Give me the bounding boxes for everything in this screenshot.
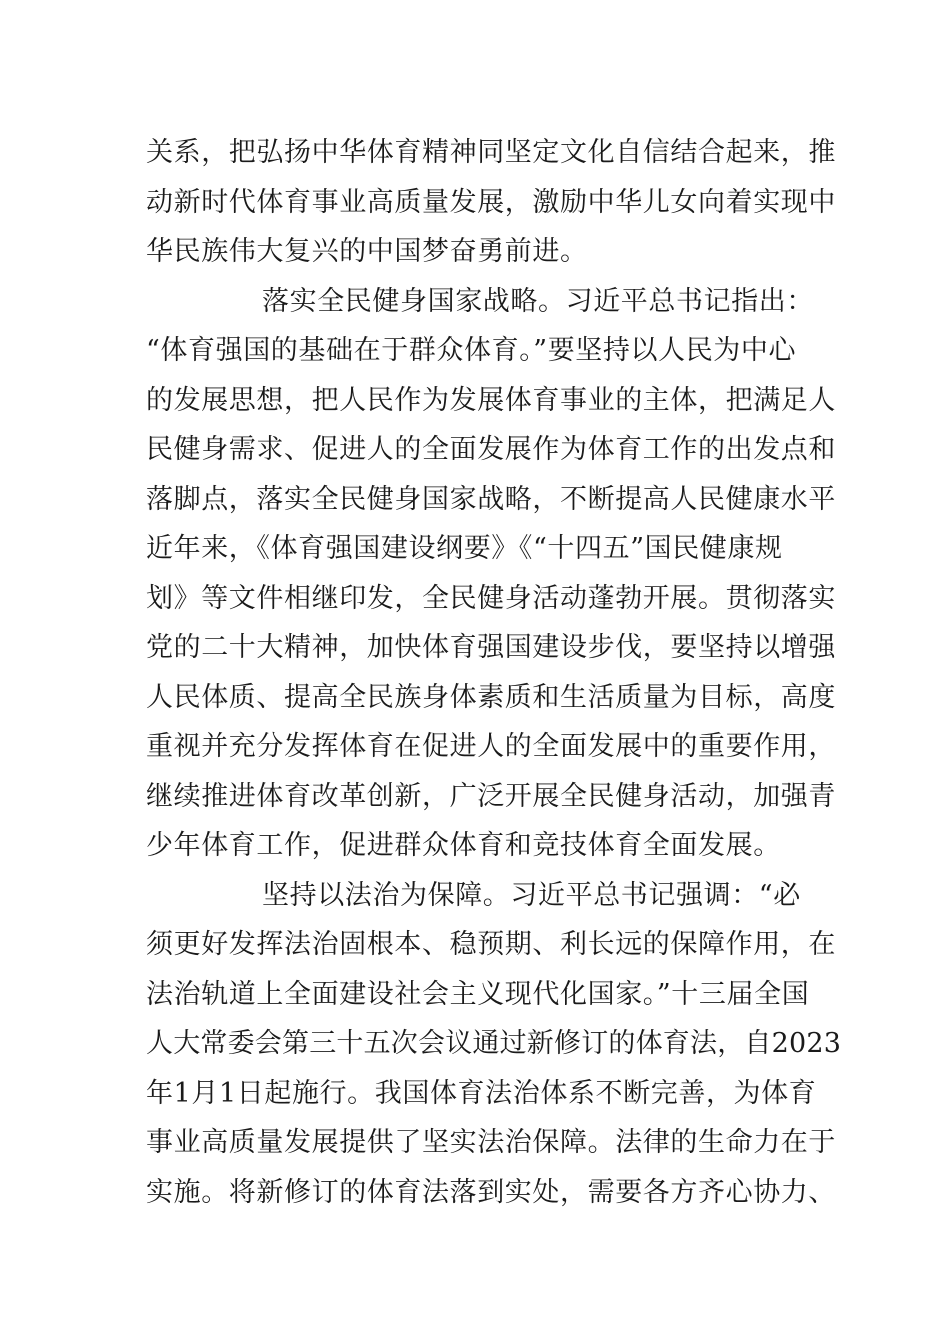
text-line: 事业高质量发展提供了坚实法治保障。法律的生命力在于 [146,1127,836,1158]
text-line: 民健身需求、促进人的全面发展作为体育工作的出发点和 [146,434,836,465]
body-text [146,128,846,1217]
text-line: 党的二十大精神，加快体育强国建设步伐，要坚持以增强 [146,632,836,663]
paragraph-heading-line: 坚持以法治为保障。习近平总书记强调：“必 [262,879,801,911]
text-line: 少年体育工作，促进群众体育和竞技体育全面发展。 [146,830,781,861]
text-line: 继续推进体育改革创新，广泛开展全民健身活动，加强青 [146,780,836,812]
text-line: 年1月1日起施行。我国体育法治体系不断完善，为体育 [146,1077,817,1109]
text-line: 近年来，《体育强国建设纲要》《“十四五”国民健康规 [146,533,783,564]
text-line: 须更好发挥法治固根本、稳预期、利长远的保障作用，在 [146,929,836,960]
text-line: 落脚点，落实全民健身国家战略，不断提高人民健康水平 [146,483,836,515]
text-line: 实施。将新修订的体育法落到实处，需要各方齐心协力、 [146,1176,836,1208]
text-line: 人民体质、提高全民族身体素质和生活质量为目标，高度 [146,681,836,713]
text-line: 动新时代体育事业高质量发展，激励中华儿女向着实现中 [146,186,836,218]
text-line: 划》等文件相继印发，全民健身活动蓬勃开展。贯彻落实 [146,582,836,614]
text-line: 重视并充分发挥体育在促进人的全面发展中的重要作用， [146,731,836,762]
text-line: 华民族伟大复兴的中国梦奋勇前进。 [146,236,588,267]
text-line: 人大常委会第三十五次会议通过新修订的体育法，自2023 [146,1028,842,1059]
paragraph-heading-line: 落实全民健身国家战略。习近平总书记指出： [262,285,814,317]
text-line: 关系，把弘扬中华体育精神同坚定文化自信结合起来，推 [146,137,836,168]
text-line: “体育强国的基础在于群众体育。”要坚持以人民为中心 [146,335,797,366]
text-line: 的发展思想，把人民作为发展体育事业的主体，把满足人 [146,384,836,416]
text-line: 法治轨道上全面建设社会主义现代化国家。”十三届全国 [146,978,810,1010]
